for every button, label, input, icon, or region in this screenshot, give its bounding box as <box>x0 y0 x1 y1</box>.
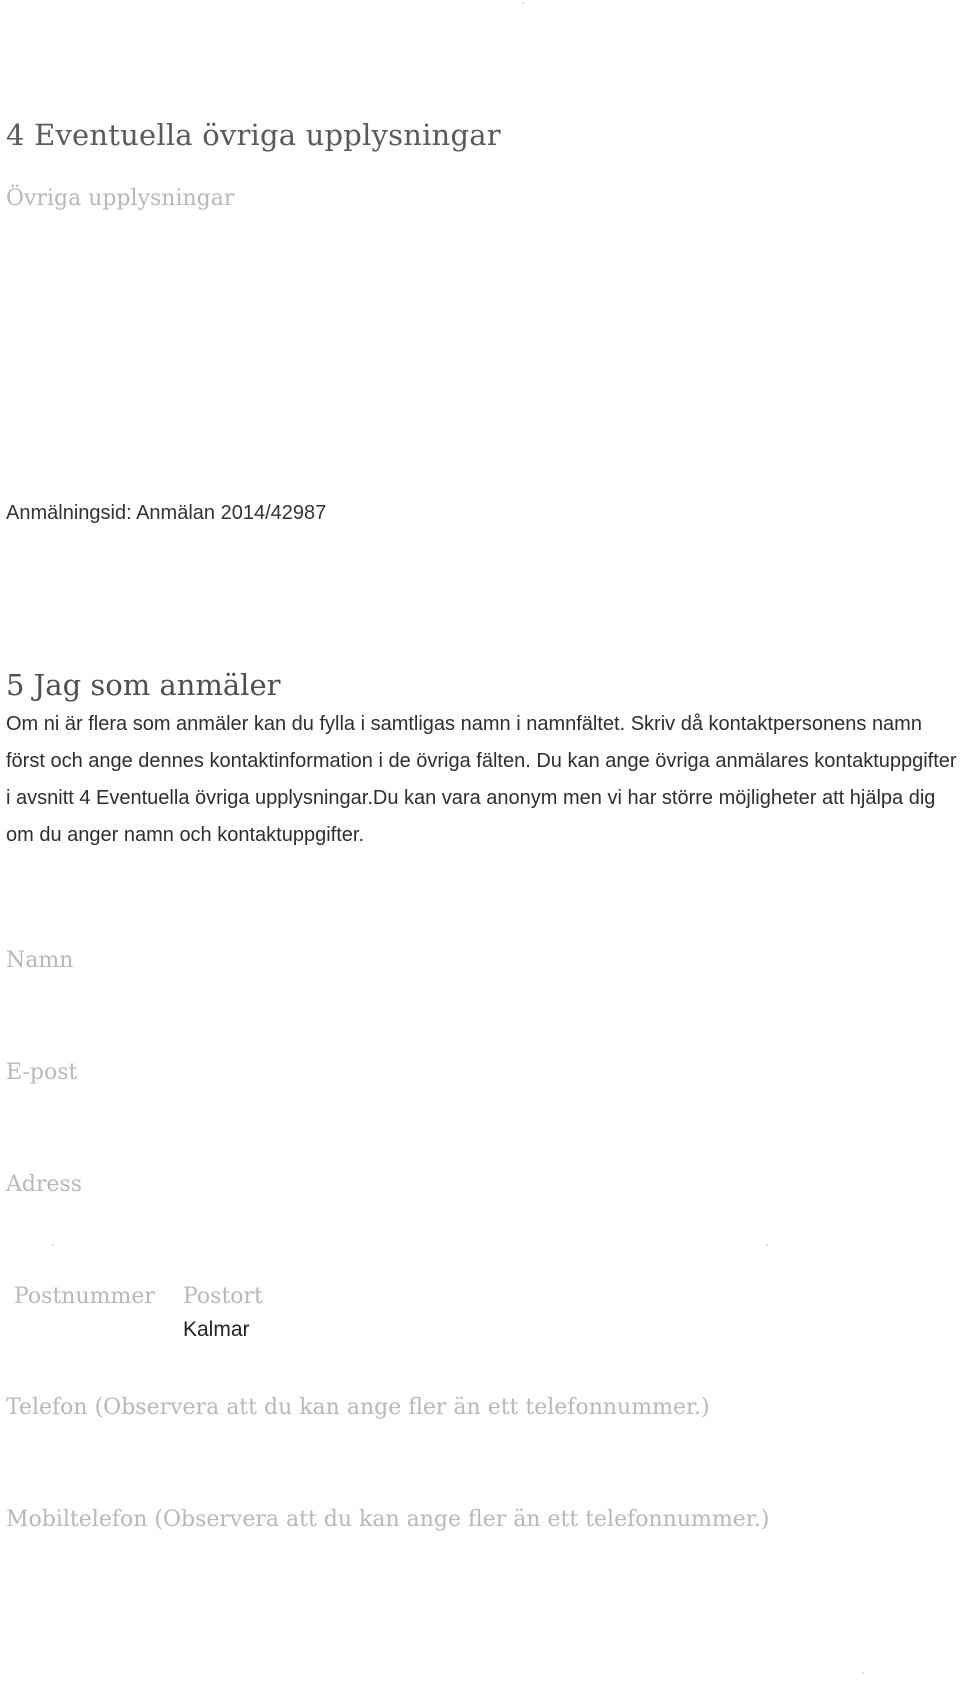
report-id: Anmälningsid: Anmälan 2014/42987 <box>6 502 327 524</box>
email-field-label: E-post <box>6 1060 78 1085</box>
section-5-heading: 5 Jag som anmäler <box>6 668 281 702</box>
scan-speck <box>862 1672 864 1674</box>
other-information-label: Övriga upplysningar <box>6 186 235 211</box>
section-4-heading: 4 Eventuella övriga upplysningar <box>6 118 501 152</box>
mobile-phone-field-label: Mobiltelefon (Observera att du kan ange fler än ett telefonnummer.) <box>6 1507 770 1532</box>
scan-speck <box>52 1244 54 1246</box>
phone-field-label: Telefon (Observera att du kan ange fler än ett telefonnummer.) <box>6 1395 710 1420</box>
postal-code-field-label: Postnummer <box>14 1284 155 1309</box>
city-field-value: Kalmar <box>183 1318 250 1341</box>
address-field-label: Adress <box>6 1172 83 1197</box>
scan-speck <box>522 2 524 4</box>
scan-speck <box>766 1244 768 1246</box>
city-field-label: Postort <box>183 1284 263 1309</box>
name-field-label: Namn <box>6 948 74 973</box>
section-5-intro-paragraph: Om ni är flera som anmäler kan du fylla i samtligas namn i namnfältet. Skriv då kontaktpersonens namn först och ange dennes kontaktinformation i de övriga fälten. Du kan ange övriga anmälares kontaktuppgifter i avsnitt 4 Eventuella övriga upplysningar.Du kan vara anonym men vi har större möjligheter att hjälpa dig om du anger namn och kontaktuppgifter. <box>6 713 957 846</box>
